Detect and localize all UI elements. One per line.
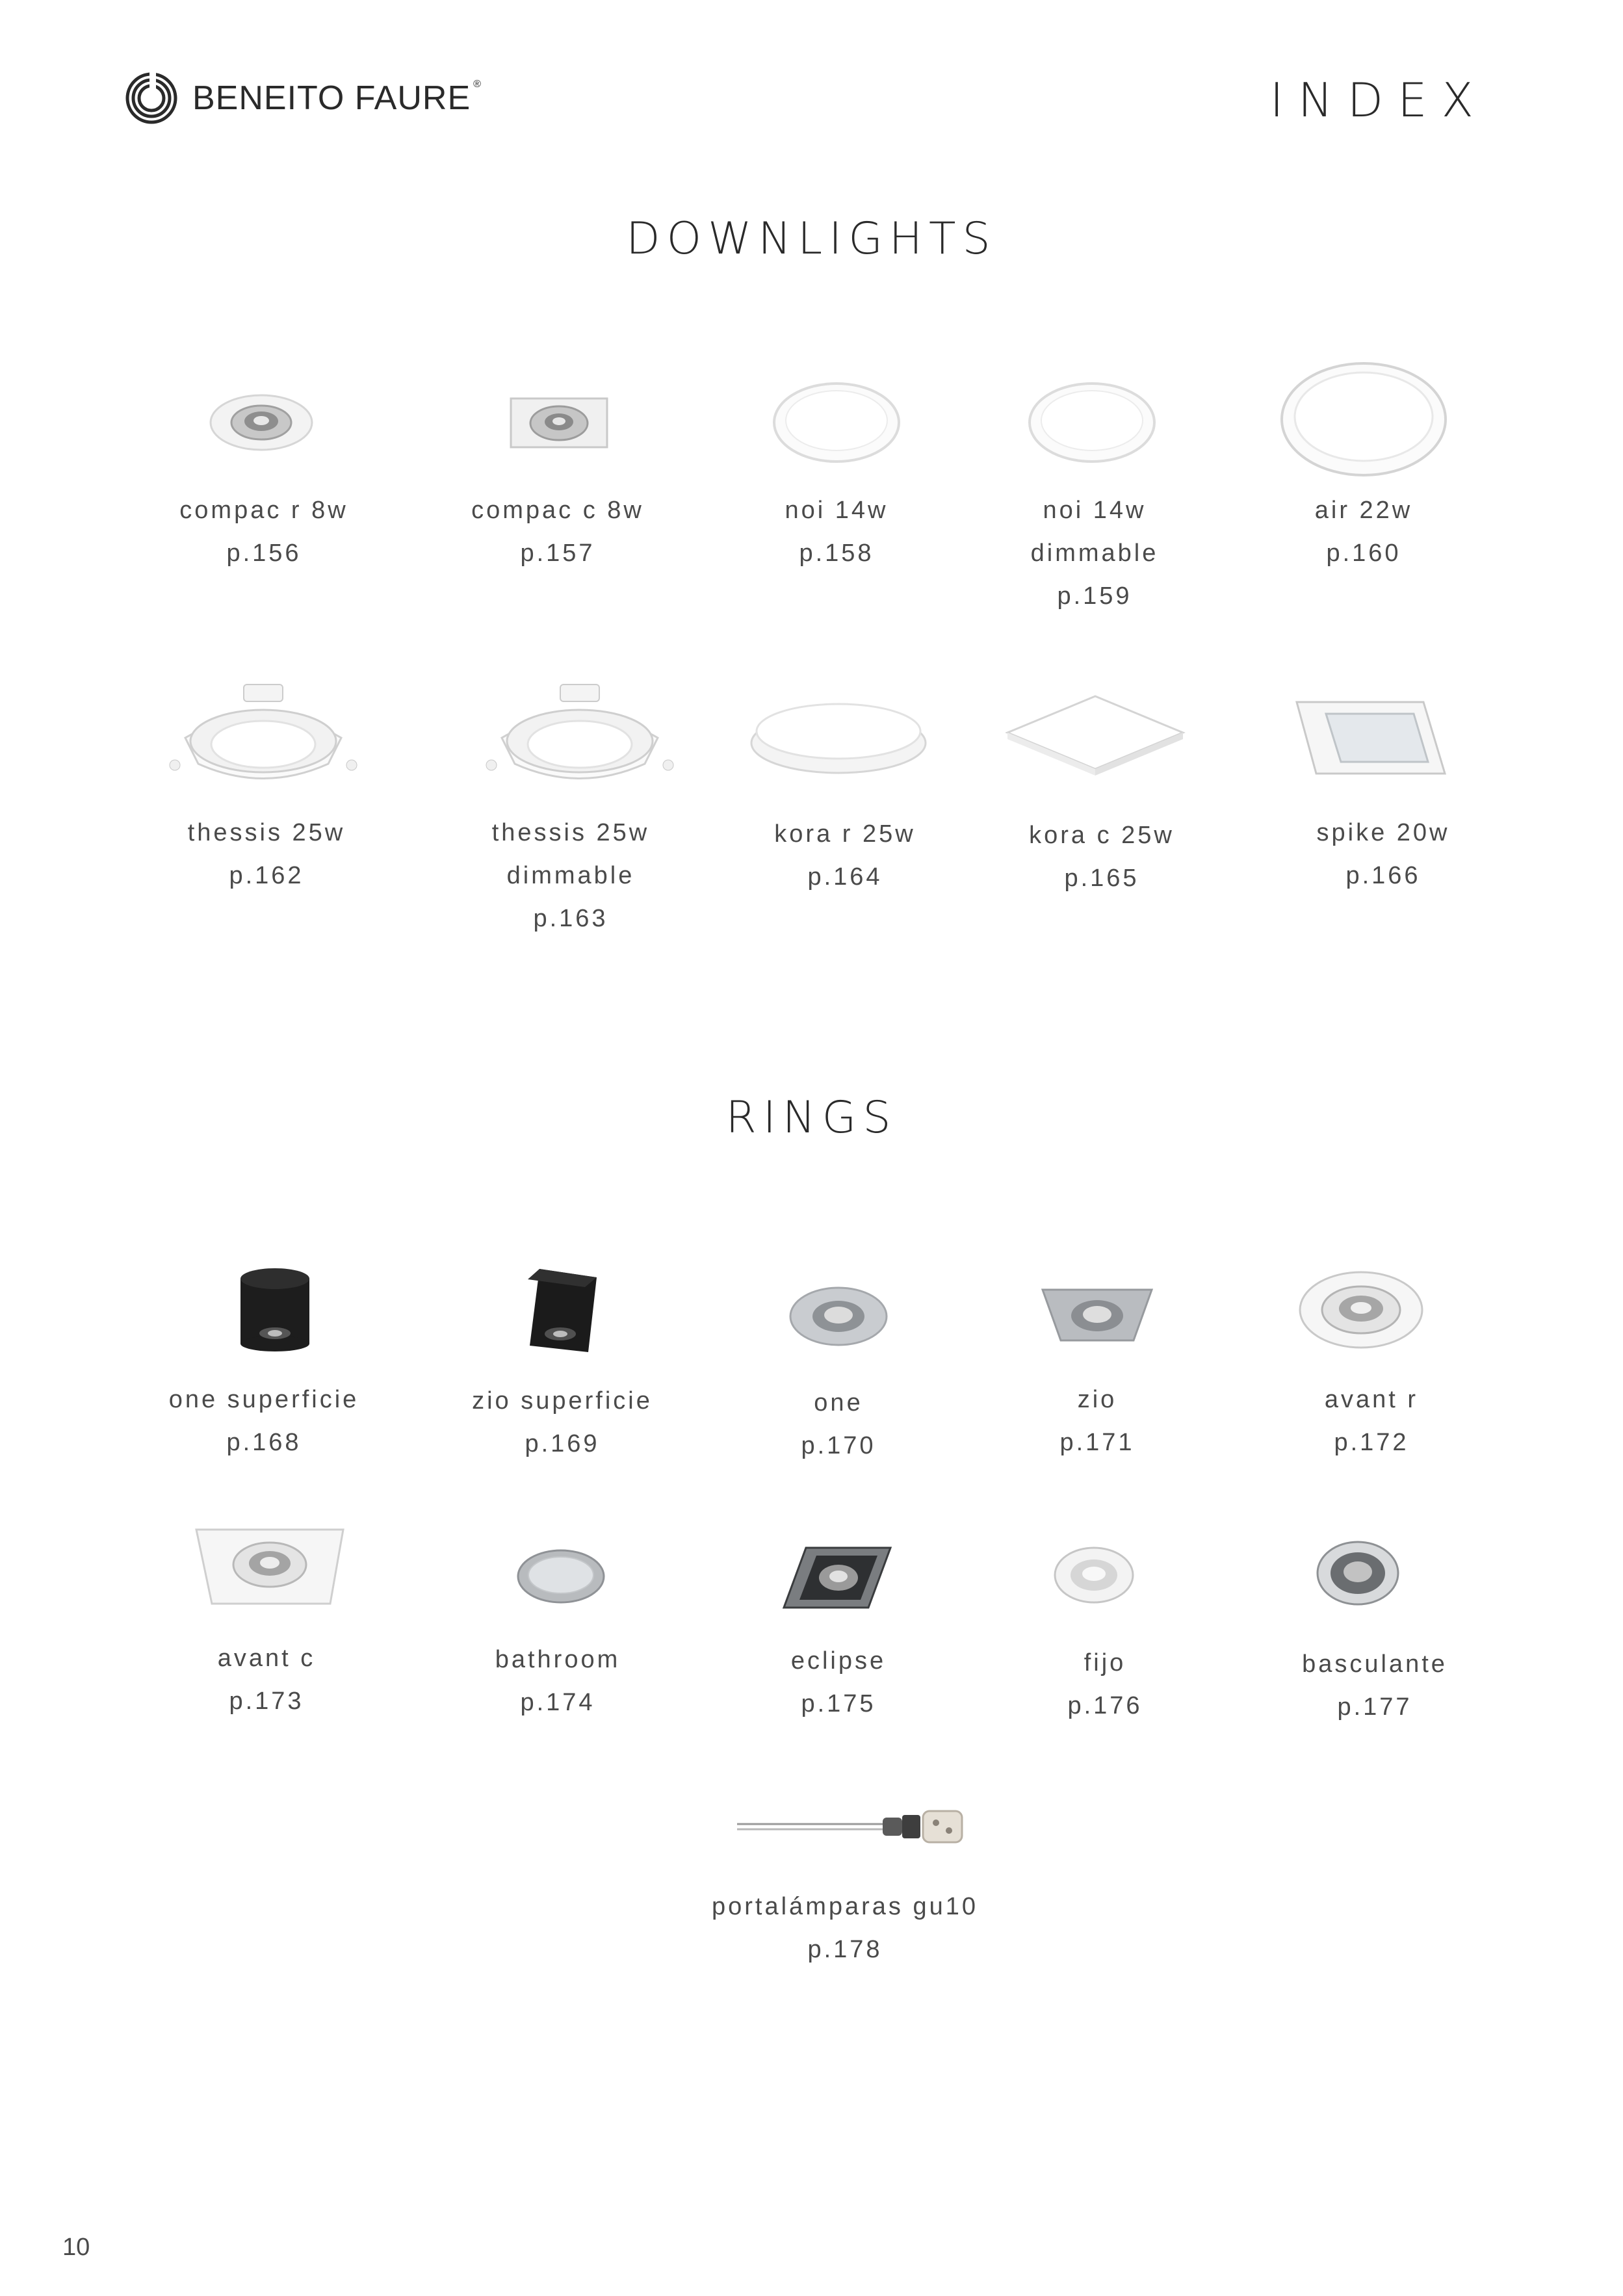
product-page[interactable]: p.157 bbox=[520, 540, 595, 567]
product-name: zio bbox=[1077, 1386, 1117, 1413]
product-name: spike 20w bbox=[1316, 819, 1450, 846]
product-caption bbox=[1238, 1643, 1511, 1729]
product-name: noi 14w bbox=[785, 497, 889, 524]
product-variant: dimmable bbox=[506, 862, 635, 889]
product-caption bbox=[130, 1637, 403, 1723]
white-round-ring-icon bbox=[1296, 1268, 1426, 1352]
eclipse-ring-icon bbox=[780, 1544, 894, 1612]
product-caption bbox=[702, 1639, 975, 1725]
tilting-ring-icon bbox=[1314, 1537, 1402, 1609]
white-square-ring-icon bbox=[194, 1524, 346, 1609]
round-recessed-spot-icon bbox=[205, 390, 318, 455]
page-number: 10 bbox=[62, 2234, 90, 2261]
black-cube-spot-icon bbox=[520, 1261, 604, 1359]
product-caption bbox=[434, 811, 707, 940]
square-panel-icon bbox=[1290, 689, 1449, 783]
product-page[interactable]: p.166 bbox=[1345, 862, 1421, 889]
product-name: thessis 25w bbox=[491, 819, 650, 846]
product-page[interactable]: p.163 bbox=[533, 905, 608, 932]
fixed-ring-icon bbox=[1052, 1544, 1136, 1606]
square-recessed-spot-icon bbox=[507, 393, 611, 452]
product-name: thessis 25w bbox=[187, 819, 346, 846]
product-page[interactable]: p.172 bbox=[1334, 1429, 1409, 1456]
product-name: kora r 25w bbox=[774, 820, 916, 848]
product-caption bbox=[421, 489, 694, 575]
product-name: eclipse bbox=[790, 1647, 887, 1675]
square-ring-icon bbox=[1039, 1281, 1156, 1346]
product-caption bbox=[958, 489, 1231, 618]
product-caption bbox=[127, 489, 400, 575]
round-ceiling-light-icon bbox=[747, 692, 929, 777]
product-page[interactable]: p.164 bbox=[807, 863, 883, 891]
section-title-downlights: DOWNLIGHTS bbox=[626, 213, 997, 265]
product-caption bbox=[961, 1378, 1234, 1464]
product-caption bbox=[702, 1381, 975, 1467]
product-name: kora c 25w bbox=[1029, 822, 1175, 849]
product-name: one bbox=[814, 1389, 863, 1416]
product-page[interactable]: p.169 bbox=[525, 1430, 600, 1457]
product-name: portalámparas gu10 bbox=[712, 1893, 978, 1920]
product-name: compac c 8w bbox=[471, 497, 644, 524]
product-caption bbox=[700, 489, 973, 575]
downlight-reflector-icon bbox=[482, 679, 677, 790]
product-caption bbox=[421, 1638, 694, 1724]
section-title-rings: RINGS bbox=[725, 1092, 898, 1143]
product-page[interactable]: p.162 bbox=[229, 862, 304, 889]
product-page[interactable]: p.178 bbox=[807, 1936, 883, 1963]
product-caption bbox=[708, 1885, 981, 1971]
product-name: compac r 8w bbox=[179, 497, 348, 524]
product-page[interactable]: p.156 bbox=[226, 540, 302, 567]
product-name: avant r bbox=[1324, 1386, 1419, 1413]
downlight-reflector-icon bbox=[166, 679, 361, 790]
registered-mark: ® bbox=[473, 79, 482, 90]
product-name: noi 14w bbox=[1043, 497, 1147, 524]
product-caption bbox=[708, 813, 981, 898]
product-page[interactable]: p.171 bbox=[1059, 1429, 1135, 1456]
product-name: zio superficie bbox=[472, 1387, 653, 1415]
product-name: one superficie bbox=[168, 1386, 359, 1413]
product-caption bbox=[130, 811, 403, 897]
round-panel-icon bbox=[1027, 380, 1157, 465]
product-page[interactable]: p.160 bbox=[1326, 540, 1401, 567]
product-page[interactable]: p.159 bbox=[1057, 582, 1132, 610]
product-page[interactable]: p.173 bbox=[229, 1688, 304, 1715]
product-page[interactable]: p.176 bbox=[1067, 1692, 1143, 1719]
round-panel-icon bbox=[772, 380, 902, 465]
product-page[interactable]: p.175 bbox=[801, 1690, 876, 1717]
product-page[interactable]: p.177 bbox=[1337, 1693, 1412, 1721]
round-ring-icon bbox=[786, 1284, 890, 1349]
product-caption bbox=[426, 1379, 699, 1465]
product-caption bbox=[1227, 489, 1500, 575]
product-name: basculante bbox=[1302, 1650, 1448, 1678]
product-caption bbox=[127, 1378, 400, 1464]
square-ceiling-light-icon bbox=[994, 686, 1196, 777]
lampholder-icon bbox=[734, 1807, 968, 1846]
product-page[interactable]: p.158 bbox=[799, 540, 874, 567]
product-page[interactable]: p.168 bbox=[226, 1429, 302, 1456]
product-name: fijo bbox=[1084, 1649, 1126, 1676]
black-cylinder-spot-icon bbox=[233, 1264, 317, 1355]
product-caption bbox=[1247, 811, 1520, 897]
product-caption bbox=[968, 1641, 1241, 1727]
bathroom-ring-icon bbox=[515, 1547, 606, 1606]
brand-name: BENEITO FAURE bbox=[192, 79, 471, 117]
product-caption bbox=[965, 814, 1238, 900]
product-caption bbox=[1235, 1378, 1508, 1464]
product-page[interactable]: p.165 bbox=[1064, 865, 1139, 892]
brand-logo bbox=[125, 72, 482, 125]
product-name: bathroom bbox=[495, 1646, 621, 1673]
product-page[interactable]: p.174 bbox=[520, 1689, 595, 1716]
product-name: air 22w bbox=[1314, 497, 1413, 524]
product-name: avant c bbox=[217, 1645, 316, 1672]
product-page[interactable]: p.170 bbox=[801, 1432, 876, 1459]
logo-spiral-icon bbox=[125, 72, 178, 125]
product-variant: dimmable bbox=[1030, 540, 1159, 567]
page-title: INDEX bbox=[1269, 73, 1488, 127]
large-round-panel-icon bbox=[1279, 361, 1448, 478]
